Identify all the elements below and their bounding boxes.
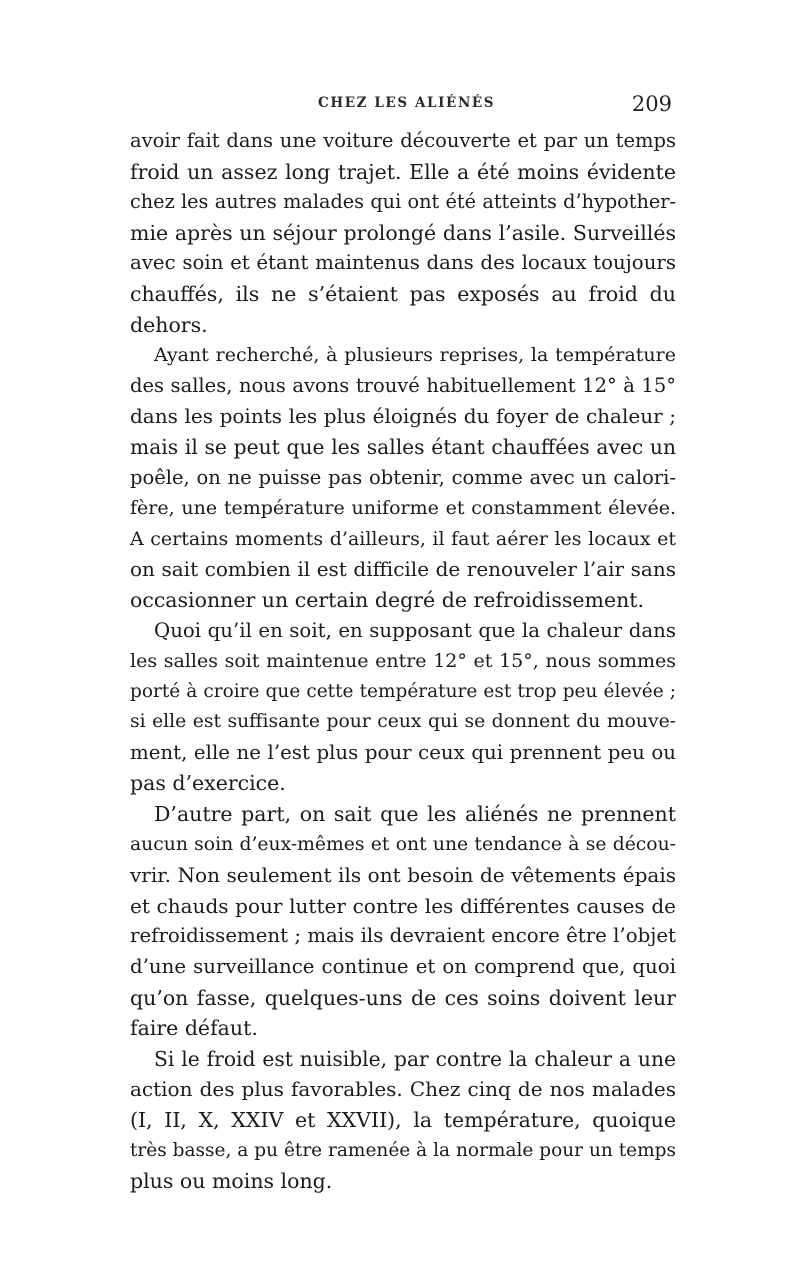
text-line: dans les points les plus éloignés du foyer de chaleur ;: [130, 404, 676, 429]
text-line: dehors.: [130, 312, 208, 337]
running-title: CHEZ LES ALIÉNÉS: [318, 95, 496, 111]
text-line: vrir. Non seulement ils ont besoin de vêtements épais: [130, 863, 676, 888]
text-line: poêle, on ne puisse pas obtenir, comme avec un calori-: [130, 465, 676, 489]
text-line: les salles soit maintenue entre 12° et 15°, nous sommes: [130, 650, 676, 673]
text-line: Si le froid est nuisible, par contre la chaleur a une: [154, 1046, 676, 1071]
text-line: ment, elle ne l’est plus pour ceux qui prennent peu ou: [130, 740, 676, 764]
text-line: froid un assez long trajet. Elle a été moins évidente: [130, 159, 676, 184]
text-line: porté à croire que cette température est trop peu élevée ;: [130, 680, 676, 702]
text-line: faire défaut.: [130, 1016, 258, 1041]
text-line: très basse, a pu être ramenée à la normale pour un temps: [130, 1139, 676, 1161]
text-line: Quoi qu’il en soit, en supposant que la chaleur dans: [154, 618, 676, 642]
text-line: chez les autres malades qui ont été atteints d’hypother-: [130, 190, 676, 214]
text-line: D’autre part, on sait que les aliénés ne prennent: [154, 802, 676, 827]
text-line: d’une surveillance continue et on comprend que, quoi: [130, 955, 676, 979]
text-line: A certains moments d’ailleurs, il faut aérer les locaux et: [130, 527, 676, 550]
text-line: Ayant recherché, à plusieurs reprises, la température: [154, 344, 676, 367]
text-line: mais il se peut que les salles étant chauffées avec un: [130, 434, 676, 459]
text-line: on sait combien il est difficile de renouveler l’air sans: [130, 557, 676, 582]
text-line: aucun soin d’eux-mêmes et ont une tendance à se décou-: [130, 833, 676, 855]
text-line: avoir fait dans une voiture découverte et par un temps: [130, 129, 676, 152]
text-line: (I, II, X, XXIV et XXVII), la température, quoique: [130, 1108, 676, 1132]
running-header: [130, 92, 678, 116]
body-text: [130, 126, 676, 1197]
text-line: fère, une température uniforme et constamment élevée.: [130, 497, 676, 520]
text-line: plus ou moins long.: [130, 1169, 333, 1194]
text-line: si elle est suffisante pour ceux qui se donnent du mouve-: [130, 711, 676, 733]
text-line: et chauds pour lutter contre les différentes causes de: [130, 893, 676, 918]
text-line: avec soin et étant maintenus dans des locaux toujours: [130, 251, 676, 275]
text-line: action des plus favorables. Chez cinq de nos malades: [130, 1077, 676, 1102]
text-line: occasionner un certain degré de refroidissement.: [130, 587, 645, 612]
text-line: des salles, nous avons trouvé habituellement 12° à 15°: [130, 373, 676, 397]
text-line: pas d’exercice.: [130, 771, 286, 796]
text-line: qu’on fasse, quelques-uns de ces soins doivent leur: [130, 985, 676, 1010]
page-number: 209: [631, 92, 672, 116]
text-line: refroidissement ; mais ils devraient encore être l’objet: [130, 924, 676, 948]
text-line: chauffés, ils ne s’étaient pas exposés au froid du: [130, 281, 676, 306]
text-line: mie après un séjour prolongé dans l’asile. Surveillés: [130, 220, 676, 245]
